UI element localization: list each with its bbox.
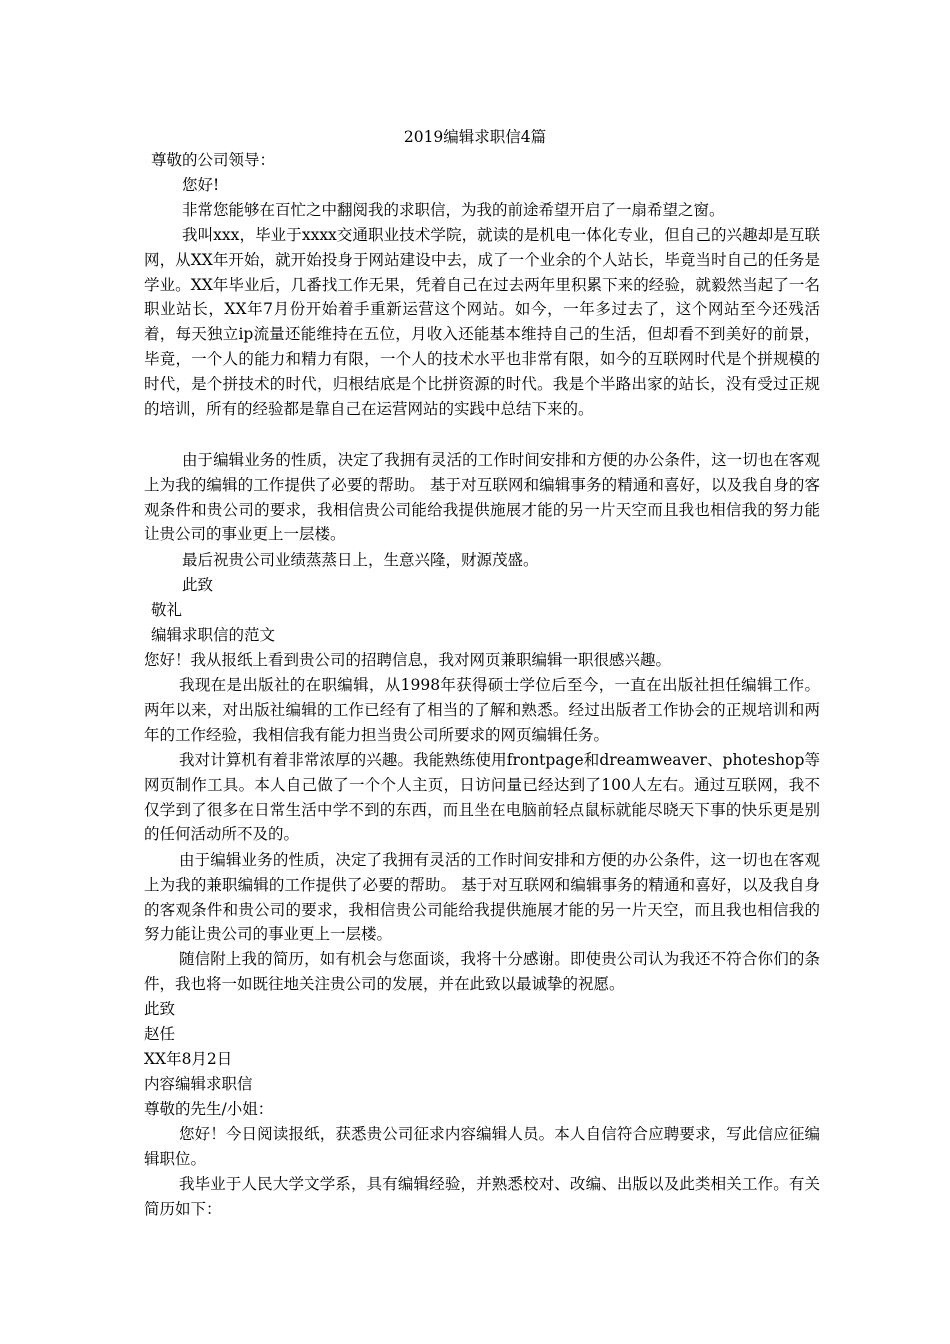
letter2-paragraph-1: 您好！我从报纸上看到贵公司的招聘信息，我对网页兼职编辑一职很感兴趣。 xyxy=(144,651,672,669)
letter1-paragraph-2: 我叫xxx，毕业于xxxx交通职业技术学院，就读的是机电一体化专业，但自己的兴趣却是互联网，从XX年开始，就开始投身于网站建设中去，成了一个业余的个人站长，毕竟当时自己的任务是学业。XX年毕业后，几番找工作无果，凭着自己在过去两年里积累下来的经验，就毅然当起了一名职业站长，XX年7月份开始着手重新运营这个网站。如今，一年多过去了，这个网站至今还残活着，每天独立ip流量还能维持在五位，月收入还能基本维持自己的生活，但却看不到美好的前景，毕竟，一个人的能力和精力有限，一个人的技术水平也非常有限，如今的互联网时代是个拼规模的时代，是个拼技术的时代，归根结底是个比拼资源的时代。我是个半路出家的站长，没有受过正规的培训，所有的经验都是靠自己在运营网站的实践中总结下来的。 xyxy=(144,226,820,418)
letter2-heading: 编辑求职信的范文 xyxy=(151,626,276,644)
letter3-heading: 内容编辑求职信 xyxy=(144,1075,253,1093)
letter1-regards: 敬礼 xyxy=(151,601,183,619)
letter2-closing: 此致 xyxy=(144,1000,176,1018)
letter2-paragraph-4: 由于编辑业务的性质，决定了我拥有灵活的工作时间安排和方便的办公条件，这一切也在客观上为我的兼职编辑的工作提供了必要的帮助。 基于对互联网和编辑事务的精通和喜好，以及我自身的客观条件和贵公司的要求，我相信贵公司能给我提供施展才能的另一片天空，而且我也相信我的努力能让贵公司的事业更上一层楼。 xyxy=(144,851,820,944)
letter2-date: XX年8月2日 xyxy=(144,1050,233,1068)
letter1-paragraph-1: 非常您能够在百忙之中翻阅我的求职信，为我的前途希望开启了一扇希望之窗。 xyxy=(182,201,725,219)
letter2-paragraph-5: 随信附上我的简历，如有机会与您面谈，我将十分感谢。即使贵公司认为我还不符合你们的条件，我也将一如既往地关注贵公司的发展，并在此致以最诚挚的祝愿。 xyxy=(144,950,820,993)
letter3-paragraph-2: 我毕业于人民大学文学系，具有编辑经验，并熟悉校对、改编、出版以及此类相关工作。有关简历如下： xyxy=(144,1175,820,1218)
letter2-paragraph-2: 我现在是出版社的在职编辑，从1998年获得硕士学位后至今，一直在出版社担任编辑工作。两年以来，对出版社编辑的工作已经有了相当的了解和熟悉。经过出版者工作协会的正规培训和两年的工作经验，我相信我有能力担当贵公司所要求的网页编辑任务。 xyxy=(144,676,820,744)
letter2-signature: 赵任 xyxy=(144,1025,176,1043)
letter3-salutation: 尊敬的先生/小姐： xyxy=(144,1100,274,1118)
letter2-paragraph-3: 我对计算机有着非常浓厚的兴趣。我能熟练使用frontpage和dreamweaver、photeshop等网页制作工具。本人自己做了一个个人主页，日访问量已经达到了100人左右。通过互联网，我不仅学到了很多在日常生活中学不到的东西，而且坐在电脑前轻点鼠标就能尽晓天下事的快乐更是别的任何活动所不及的。 xyxy=(144,751,820,844)
letter1-paragraph-3: 由于编辑业务的性质，决定了我拥有灵活的工作时间安排和方便的办公条件，这一切也在客观上为我的编辑的工作提供了必要的帮助。 基于对互联网和编辑事务的精通和喜好，以及我自身的客观条件和贵公司的要求，我相信贵公司能给我提供施展才能的另一片天空而且我也相信我的努力能让贵公司的事业更上一层楼。 xyxy=(144,451,820,544)
letter1-greeting: 您好! xyxy=(182,176,220,194)
letter3-paragraph-1: 您好！今日阅读报纸，获悉贵公司征求内容编辑人员。本人自信符合应聘要求，写此信应征编辑职位。 xyxy=(144,1125,820,1168)
document-title: 2019编辑求职信4篇 xyxy=(403,128,547,146)
letter1-salutation: 尊敬的公司领导： xyxy=(151,151,276,169)
letter1-closing: 此致 xyxy=(182,576,214,594)
letter1-paragraph-4: 最后祝贵公司业绩蒸蒸日上，生意兴隆，财源茂盛。 xyxy=(182,551,539,569)
